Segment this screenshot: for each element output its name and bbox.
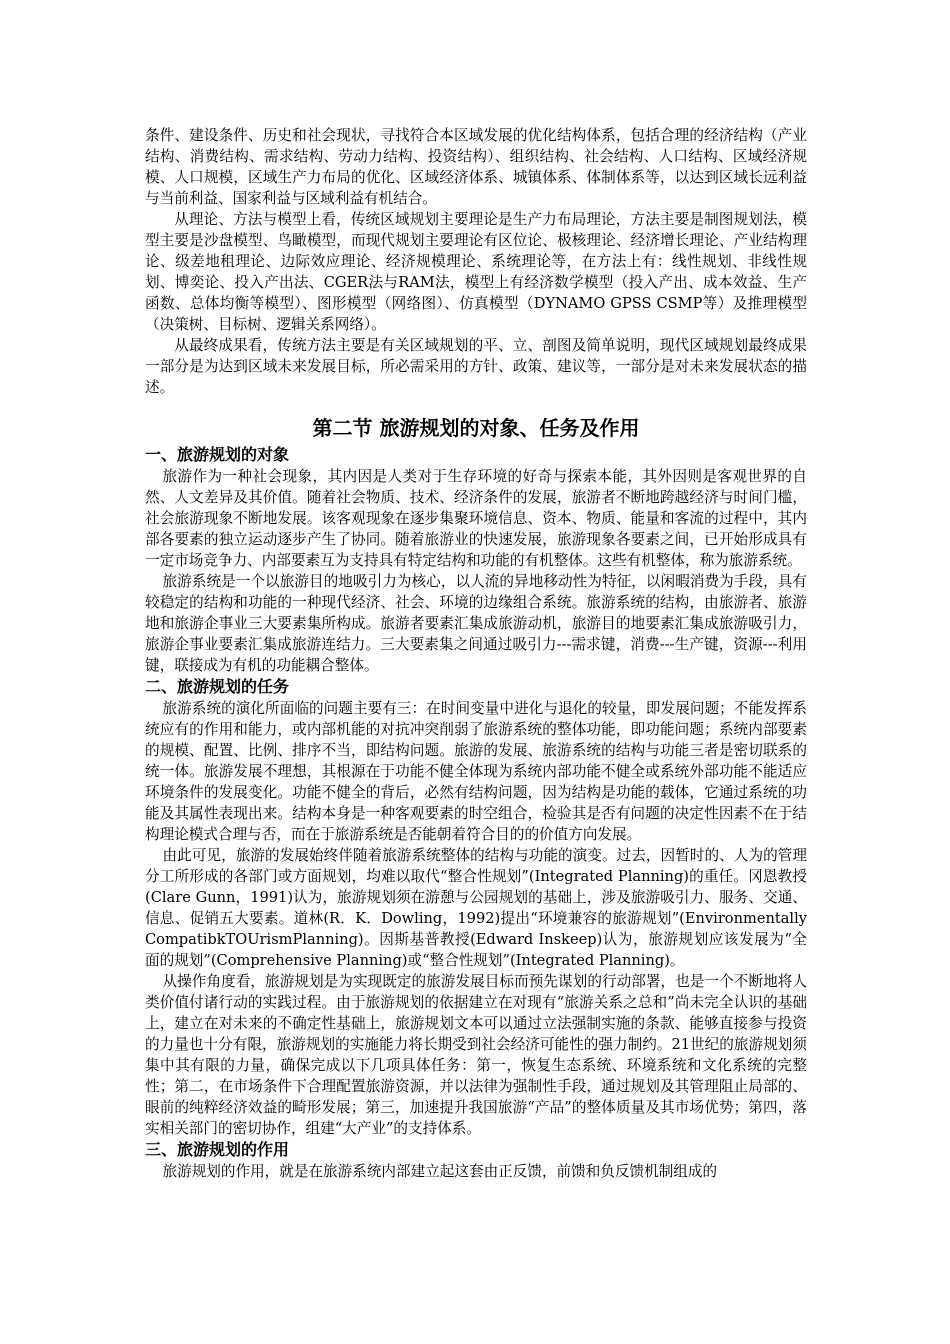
heading-tourism-planning-object: 一、旅游规划的对象 [145,445,290,464]
object-paragraph-1: 旅游作为一种社会现象，其内因是人类对于生存环境的好奇与探索本能，其外因则是客观世界的自然、人文差异及其价值。随着社会物质、技术、经济条件的发展，旅游者不断地跨越经济与时间门槛，社会旅游现象不断地发展。该客观现象在逐步集聚环境信息、资本、物质、能量和客流的过程中，其内部各要素的独立运动逐步产生了协同。随着旅游业的快速发展，旅游现象各要素之间，已开始形成具有一定市场竞争力、内部要素互为支持具有特定结构和功能的有机整体。这些有机整体，称为旅游系统。 [145,468,807,569]
heading-tourism-planning-tasks: 二、旅游规划的任务 [145,677,290,696]
intro-paragraph-2: 从理论、方法与模型上看，传统区域规划主要理论是生产力布局理论，方法主要是制图规划法，模型主要是沙盘模型、鸟瞰模型，而现代规划主要理论有区位论、极核理论、经济增长理论、产业结构理论、级差地租理论、边际效应理论、经济规模理论、系统理论等，在方法上有：线性规划、非线性规划、博奕论、投入产出法、CGER法与RAM法，模型上有经济数学模型（投入产出、成本效益、生产函数、总体均衡等模型）、图形模型（网络图）、仿真模型（DYNAMO GPSS CSMP等）及推理模型（决策树、目标树、逻辑关系网络）。 [145,211,807,333]
object-paragraph-2: 旅游系统是一个以旅游目的地吸引力为核心，以人流的异地移动性为特征，以闲暇消费为手段，具有较稳定的结构和功能的一种现代经济、社会、环境的边缘组合系统。旅游系统的结构，由旅游者、旅游地和旅游企事业三大要素集所构成。旅游者要素汇集成旅游动机，旅游目的地要素汇集成旅游吸引力，旅游企事业要素汇集成旅游连结力。三大要素集之间通过吸引力---需求键，消费---生产键，资源---利用键，联接成为有机的功能耦合整体。 [145,573,807,674]
intro-paragraph-3: 从最终成果看，传统方法主要是有关区域规划的平、立、剖图及简单说明，现代区域规划最终成果一部分是为达到区域未来发展目标，所必需采用的方针、政策、建议等，一部分是对未来发展状态的描述。 [145,337,807,396]
section-title: 第二节 旅游规划的对象、任务及作用 [312,416,640,440]
task-paragraph-2: 由此可见，旅游的发展始终伴随着旅游系统整体的结构与功能的演变。过去，因暂时的、人为的管理分工所形成的各部门或方面规划，均难以取代“整合性规划”(Integrated Planning)的重任。冈恩教授(Clare Gunn，1991)认为，旅游规划须在游憩与公园规划的基础上，涉及旅游吸引力、服务、交通、信息、促销五大要素。道林(R．K．Dowling，1992)提出“环境兼容的旅游规划”(EnvironmentallyCompatibkTOUrismPlanning)。因斯基普教授(Edward Inskeep)认为，旅游规划应该发展为“全面的规划”(Comprehensive Planning)或“整合性规划”(Integrated Planning)。 [145,847,807,969]
task-paragraph-1: 旅游系统的演化所面临的问题主要有三：在时间变量中进化与退化的较量，即发展问题；不能发挥系统应有的作用和能力，或内部机能的对抗冲突削弱了旅游系统的整体功能，即功能问题；系统内部要素的规模、配置、比例、排序不当，即结构问题。旅游的发展、旅游系统的结构与功能三者是密切联系的统一体。旅游发展不理想，其根源在于功能不健全体现为系统内部功能不健全或系统外部功能不能适应环境条件的发展变化。功能不健全的背后，必然有结构问题，因为结构是功能的载体，它通过系统的功能及其属性表现出来。结构本身是一种客观要素的时空组合，检验其是否有问题的决定性因素不在于结构理论模式合理与否，而在于旅游系统是否能朝着符合目的的价值方向发展。 [145,700,807,843]
heading-tourism-planning-role: 三、旅游规划的作用 [145,1140,290,1159]
document-page [145,125,807,1182]
role-paragraph-1: 旅游规划的作用，就是在旅游系统内部建立起这套由正反馈，前馈和负反馈机制组成的 [162,1163,718,1180]
task-paragraph-3: 从操作角度看，旅游规划是为实现既定的旅游发展目标而预先谋划的行动部署，也是一个不断地将人类价值付诸行动的实践过程。由于旅游规划的依据建立在对现有“旅游关系之总和”尚未完全认识的基础上，建立在对未来的不确定性基础上，旅游规划文本可以通过立法强制实施的条款、能够直接参与投资的力量也十分有限，旅游规划的实施能力将长期受到社会经济可能性的强力制约。21世纪的旅游规划须集中其有限的力量，确保完成以下几项具体任务：第一，恢复生态系统、环境系统和文化系统的完整性；第二，在市场条件下合理配置旅游资源，并以法律为强制性手段，通过规划及其管理阻止局部的、眼前的纯粹经济效益的畸形发展；第三，加速提升我国旅游“产品”的整体质量及其市场优势；第四，落实相关部门的密切协作，组建“大产业”的支持体系。 [145,973,807,1137]
intro-paragraph-1: 条件、建设条件、历史和社会现状，寻找符合本区域发展的优化结构体系，包括合理的经济结构（产业结构、消费结构、需求结构、劳动力结构、投资结构）、组织结构、社会结构、人口结构、区域经济规模、人口规模，区域生产力布局的优化、区域经济体系、城镇体系、体制体系等，以达到区域长远利益与当前利益、国家利益与区域利益有机结合。 [145,127,807,207]
